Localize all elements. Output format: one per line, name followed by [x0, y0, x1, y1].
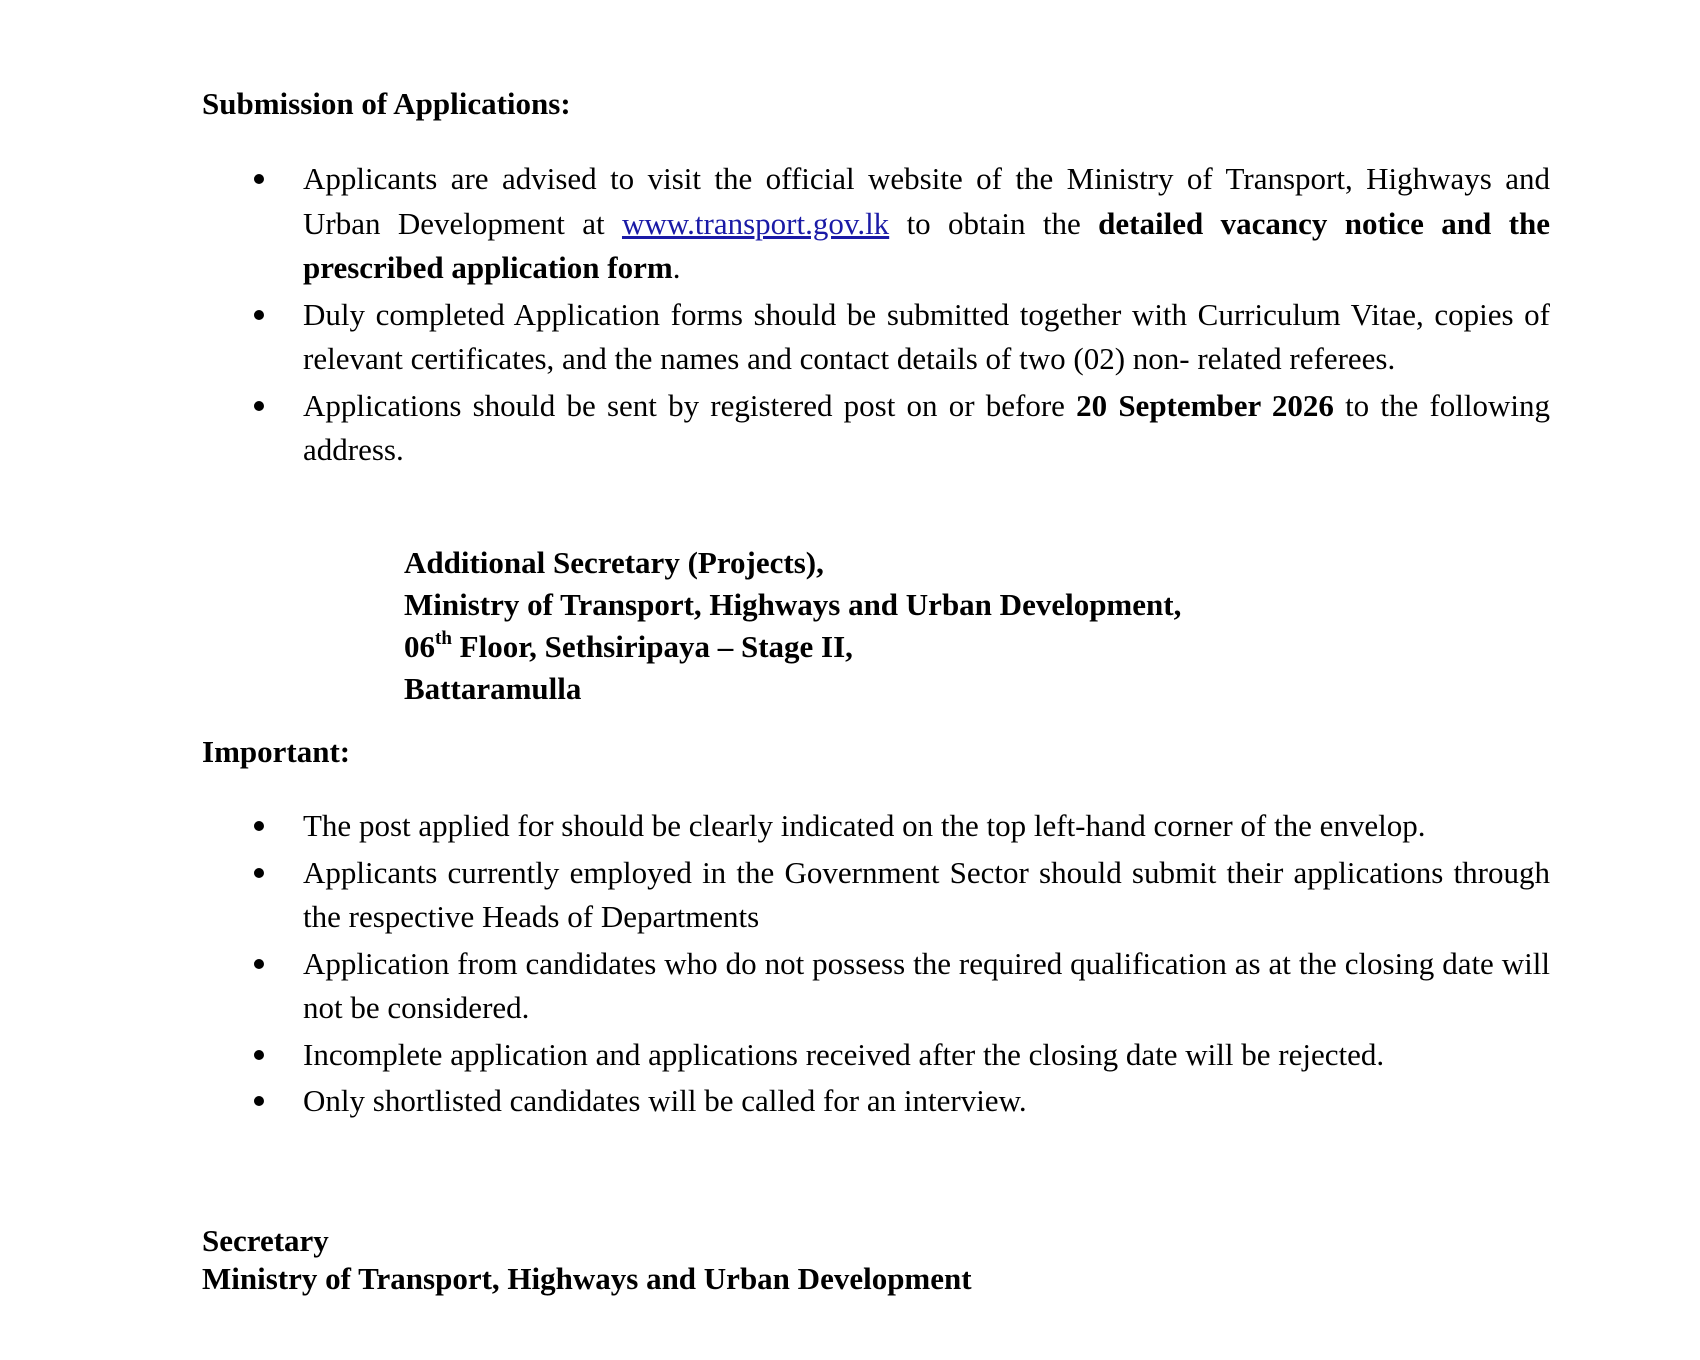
floor-text: Floor, Sethsiripaya – Stage II,: [451, 629, 853, 664]
item-text: Applicants are advised to visit the official website of the Ministry of Transport, Highways and Urban Development at: [303, 161, 1550, 241]
list-item: [202, 157, 1550, 291]
list-item: Only shortlisted candidates will be called for an interview.: [202, 1079, 1550, 1124]
item-text: Duly completed Application forms should be submitted together with Curriculum Vitae, copies of relevant certificates, and the names and contact details of two (02) non- related referees.: [303, 296, 1550, 376]
signature-block: [202, 1222, 972, 1298]
postal-address: [404, 542, 1181, 710]
item-text: to obtain the: [889, 205, 1099, 241]
submission-heading: Submission of Applications:: [202, 86, 571, 121]
list-item: Incomplete application and applications received after the closing date will be rejected.: [202, 1033, 1550, 1078]
website-link[interactable]: www.transport.gov.lk: [621, 205, 890, 241]
item-text: Applications should be sent by registered post on or before: [303, 387, 1077, 423]
address-line: Additional Secretary (Projects),: [404, 545, 824, 580]
list-item: Application from candidates who do not possess the required qualification as at the closing date will not be considered.: [202, 942, 1550, 1031]
floor-number: 06: [404, 629, 435, 664]
list-item: The post applied for should be clearly indicated on the top left-hand corner of the envelop.: [202, 804, 1550, 849]
list-item: Applicants currently employed in the Government Sector should submit their applications through the respective Heads of Departments: [202, 851, 1550, 940]
list-item: [202, 293, 1550, 382]
item-bold-text: detailed vacancy notice and the prescribed application form: [303, 205, 1550, 285]
address-line: Ministry of Transport, Highways and Urban Development,: [404, 587, 1182, 622]
closing-date: 20 September 2026: [1076, 387, 1334, 423]
ordinal-suffix: th: [435, 627, 452, 649]
item-text: .: [672, 250, 681, 285]
important-list: [202, 804, 1550, 1126]
list-item: [202, 384, 1550, 473]
address-line: [404, 626, 1181, 668]
important-heading: Important:: [202, 734, 351, 769]
submission-list: [202, 157, 1550, 475]
signature-title: Secretary: [202, 1223, 329, 1258]
signature-org: Ministry of Transport, Highways and Urban Development: [202, 1261, 972, 1296]
item-text: to the following address.: [303, 387, 1550, 467]
address-line: Battaramulla: [404, 671, 582, 706]
